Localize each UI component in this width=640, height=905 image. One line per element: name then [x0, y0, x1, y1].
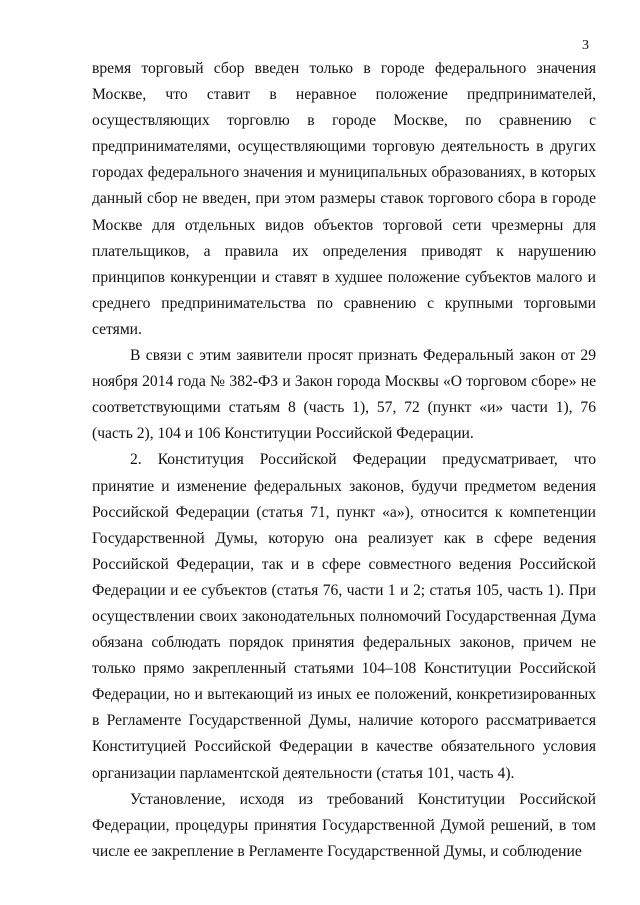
document-body — [92, 56, 596, 865]
page-number: 3 — [582, 38, 589, 53]
paragraph-procedure: Установление, исходя из требований Конституции Российской Федерации, процедуры принятия Государственной Думой решений, в том числе ее закрепление в Регламенте Государственной Думы, и соблюдение — [92, 790, 596, 860]
paragraph-continuation: время торговый сбор введен только в городе федерального значения Москве, что ставит в неравное положение предпринимателей, осуществляющих торговлю в городе Москве, по сравнению с предпринимателями, осуществляющими торговую деятельность в других городах федерального значения и муниципальных образованиях, в которых данный сбор не введен, при этом размеры ставок торгового сбора в городе Москве для отдельных видов объектов торговой сети чрезмерны для плательщиков, а правила их определения приводят к нарушению принципов конкуренции и ставят в худшее положение субъектов малого и среднего предпринимательства по сравнению с крупными торговыми сетями. — [92, 60, 596, 338]
paragraph-constitution-provision: 2. Конституция Российской Федерации предусматривает, что принятие и изменение федеральных законов, будучи предметом ведения Российской Федерации (статья 71, пункт «а»), относится к компетенции Государственной Думы, которую она реализует как в сфере ведения Российской Федерации, так и в сфере совместного ведения Российской Федерации и ее субъектов (статья 76, части 1 и 2; статья 105, часть 1). При осуществлении своих законодательных полномочий Государственная Дума обязана соблюдать порядок принятия федеральных законов, причем не только прямо закрепленный статьями 104–108 Конституции Российской Федерации, но и вытекающий из иных ее положений, конкретизированных в Регламенте Государственной Думы, наличие которого рассматривается Конституцией Российской Федерации в качестве обязательного условия организации парламентской деятельности (статья 101, часть 4). — [92, 451, 596, 782]
paragraph-applicants-request: В связи с этим заявители просят признать Федеральный закон от 29 ноября 2014 года № 382-ФЗ и Закон города Москвы «О торговом сборе» не соответствующими статьям 8 (часть 1), 57, 72 (пункт «и» части 1), 76 (часть 2), 104 и 106 Конституции Российской Федерации. — [92, 347, 596, 443]
